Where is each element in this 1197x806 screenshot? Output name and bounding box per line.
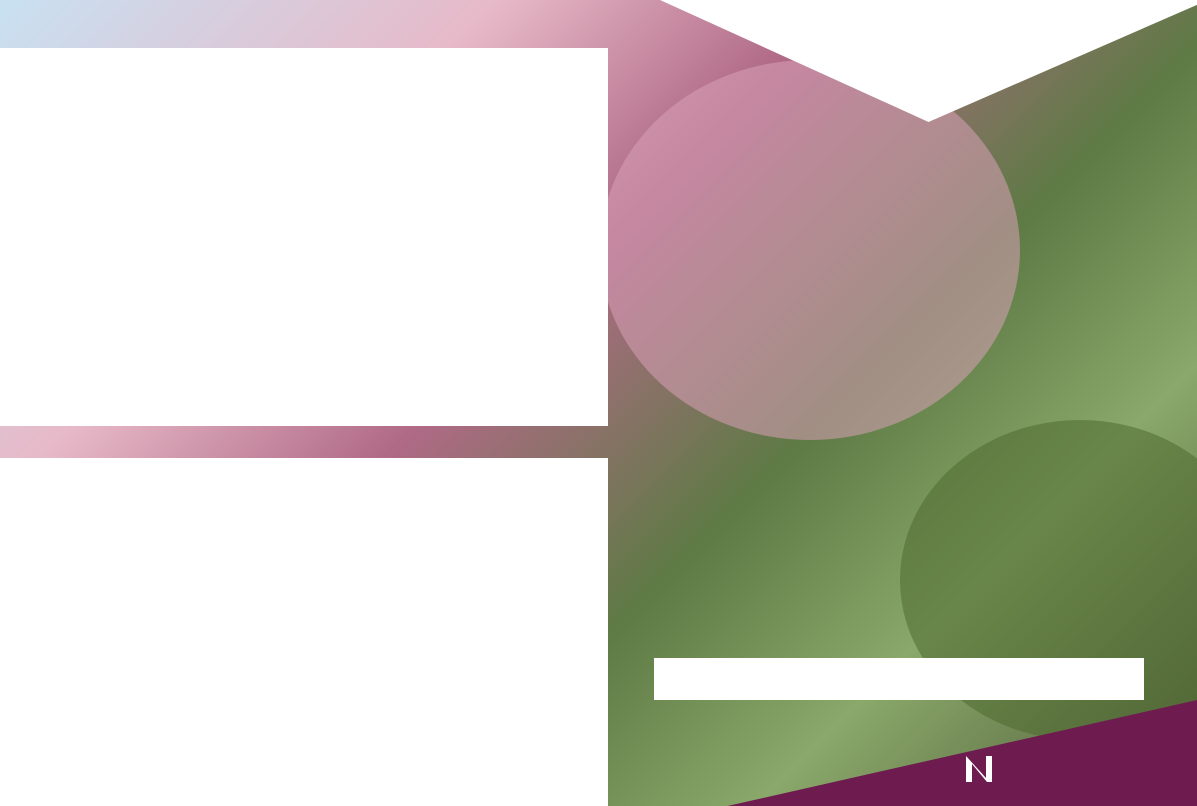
blossom-bg <box>600 60 1020 440</box>
calendar-spring-grid <box>0 458 608 806</box>
university-logo <box>964 752 1002 784</box>
calendar-autumn-grid <box>0 48 608 426</box>
attention-note <box>654 658 1144 700</box>
logo-mark-icon <box>964 752 996 784</box>
